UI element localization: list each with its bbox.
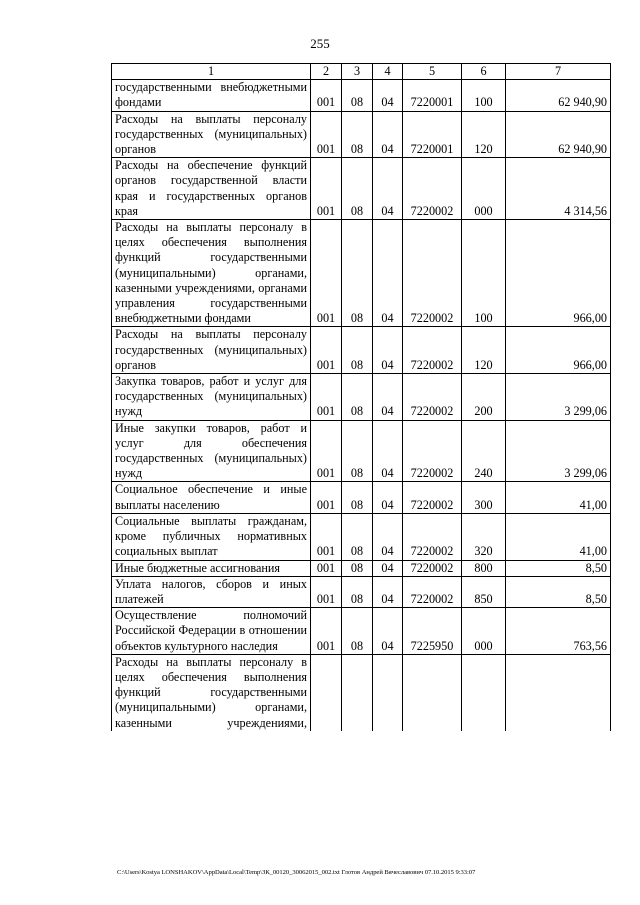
row-amount: 41,00 <box>506 482 611 513</box>
row-amount: 3 299,06 <box>506 420 611 482</box>
row-code-2: 001 <box>311 220 342 327</box>
row-code-3: 08 <box>342 220 373 327</box>
row-code-4: 04 <box>373 111 403 158</box>
row-code-4: 04 <box>373 420 403 482</box>
page-number: 255 <box>310 36 330 51</box>
row-code-2: 001 <box>311 482 342 513</box>
row-name: Иные бюджетные ассигнования <box>112 560 311 576</box>
row-amount: 8,50 <box>506 576 611 607</box>
row-code-6: 000 <box>462 158 506 220</box>
table-row <box>112 327 611 374</box>
row-code-5: 7220002 <box>403 576 462 607</box>
row-code-5: 7220002 <box>403 482 462 513</box>
row-code-5: 7220001 <box>403 111 462 158</box>
row-code-5 <box>403 654 462 731</box>
row-code-4: 04 <box>373 80 403 111</box>
table-row <box>112 158 611 220</box>
row-code-2: 001 <box>311 420 342 482</box>
column-header-6: 6 <box>462 64 506 80</box>
row-code-5: 7220001 <box>403 80 462 111</box>
row-code-2 <box>311 654 342 731</box>
row-code-2: 001 <box>311 608 342 655</box>
row-code-6: 240 <box>462 420 506 482</box>
row-code-3: 08 <box>342 482 373 513</box>
column-header-2: 2 <box>311 64 342 80</box>
row-name: Расходы на выплаты персоналу в целях обеспечения выполнения функций государственными (муниципальными) органами, казенными учреждениями, органами управления государственными внебюджетными фондами <box>112 220 311 327</box>
row-name: Уплата налогов, сборов и иных платежей <box>112 576 311 607</box>
row-name: Закупка товаров, работ и услуг для государственных (муниципальных) нужд <box>112 374 311 421</box>
row-code-3: 08 <box>342 327 373 374</box>
row-amount: 4 314,56 <box>506 158 611 220</box>
row-code-5: 7220002 <box>403 560 462 576</box>
row-code-4: 04 <box>373 513 403 560</box>
row-code-5: 7220002 <box>403 327 462 374</box>
row-code-6: 100 <box>462 80 506 111</box>
table-row <box>112 111 611 158</box>
row-code-6: 850 <box>462 576 506 607</box>
row-code-2: 001 <box>311 560 342 576</box>
column-header-4: 4 <box>373 64 403 80</box>
row-code-3: 08 <box>342 420 373 482</box>
row-code-6: 000 <box>462 608 506 655</box>
row-name: Расходы на выплаты персоналу государственных (муниципальных) органов <box>112 111 311 158</box>
row-amount: 41,00 <box>506 513 611 560</box>
row-amount: 966,00 <box>506 327 611 374</box>
footer-file-path: C:\Users\Kostya LONSHAKOV\AppData\Local\Temp\ЗК_00120_30062015_002.txt Глотов Андрей Вячеславович 07.10.2015 9:33:07 <box>117 869 476 876</box>
row-code-2: 001 <box>311 576 342 607</box>
row-code-6: 300 <box>462 482 506 513</box>
table-row <box>112 560 611 576</box>
row-code-6: 320 <box>462 513 506 560</box>
row-code-6: 200 <box>462 374 506 421</box>
row-name: государственными внебюджетными фондами <box>112 80 311 111</box>
budget-table <box>111 63 611 731</box>
row-code-4 <box>373 654 403 731</box>
row-code-3: 08 <box>342 513 373 560</box>
column-header-5: 5 <box>403 64 462 80</box>
row-amount: 3 299,06 <box>506 374 611 421</box>
row-code-6: 120 <box>462 327 506 374</box>
row-amount: 62 940,90 <box>506 80 611 111</box>
table-row <box>112 576 611 607</box>
row-amount: 8,50 <box>506 560 611 576</box>
row-code-3: 08 <box>342 576 373 607</box>
row-name: Расходы на выплаты персоналу государственных (муниципальных) органов <box>112 327 311 374</box>
row-name: Осуществление полномочий Российской Федерации в отношении объектов культурного наследия <box>112 608 311 655</box>
row-name: Социальное обеспечение и иные выплаты населению <box>112 482 311 513</box>
row-code-6 <box>462 654 506 731</box>
row-code-5: 7220002 <box>403 374 462 421</box>
table-row <box>112 482 611 513</box>
row-code-5: 7225950 <box>403 608 462 655</box>
row-code-5: 7220002 <box>403 513 462 560</box>
row-code-5: 7220002 <box>403 220 462 327</box>
row-code-2: 001 <box>311 513 342 560</box>
row-name: Социальные выплаты гражданам, кроме публичных нормативных социальных выплат <box>112 513 311 560</box>
row-code-3: 08 <box>342 374 373 421</box>
row-code-3: 08 <box>342 111 373 158</box>
table-row <box>112 608 611 655</box>
table-row <box>112 654 611 731</box>
row-code-3 <box>342 654 373 731</box>
table-row <box>112 220 611 327</box>
row-name: Расходы на обеспечение функций органов государственной власти края и государственных органов края <box>112 158 311 220</box>
row-amount <box>506 654 611 731</box>
header-row <box>112 64 611 80</box>
row-code-3: 08 <box>342 80 373 111</box>
row-code-2: 001 <box>311 374 342 421</box>
row-code-6: 100 <box>462 220 506 327</box>
row-code-4: 04 <box>373 576 403 607</box>
row-code-4: 04 <box>373 374 403 421</box>
row-code-3: 08 <box>342 158 373 220</box>
column-header-3: 3 <box>342 64 373 80</box>
row-name: Расходы на выплаты персоналу в целях обеспечения выполнения функций государственными (муниципальными) органами, казенными учреждениями, <box>112 654 311 731</box>
row-code-4: 04 <box>373 220 403 327</box>
column-header-7: 7 <box>506 64 611 80</box>
table-row <box>112 513 611 560</box>
row-code-4: 04 <box>373 560 403 576</box>
row-code-6: 800 <box>462 560 506 576</box>
row-code-3: 08 <box>342 560 373 576</box>
row-code-4: 04 <box>373 327 403 374</box>
row-code-2: 001 <box>311 80 342 111</box>
row-code-4: 04 <box>373 158 403 220</box>
row-code-5: 7220002 <box>403 158 462 220</box>
table-row <box>112 374 611 421</box>
column-header-1: 1 <box>112 64 311 80</box>
row-code-6: 120 <box>462 111 506 158</box>
row-code-2: 001 <box>311 158 342 220</box>
row-code-4: 04 <box>373 482 403 513</box>
row-code-3: 08 <box>342 608 373 655</box>
table-row <box>112 420 611 482</box>
table-row <box>112 80 611 111</box>
row-code-2: 001 <box>311 111 342 158</box>
row-amount: 763,56 <box>506 608 611 655</box>
row-code-2: 001 <box>311 327 342 374</box>
row-name: Иные закупки товаров, работ и услуг для обеспечения государственных (муниципальных) нужд <box>112 420 311 482</box>
row-amount: 966,00 <box>506 220 611 327</box>
row-amount: 62 940,90 <box>506 111 611 158</box>
row-code-4: 04 <box>373 608 403 655</box>
row-code-5: 7220002 <box>403 420 462 482</box>
